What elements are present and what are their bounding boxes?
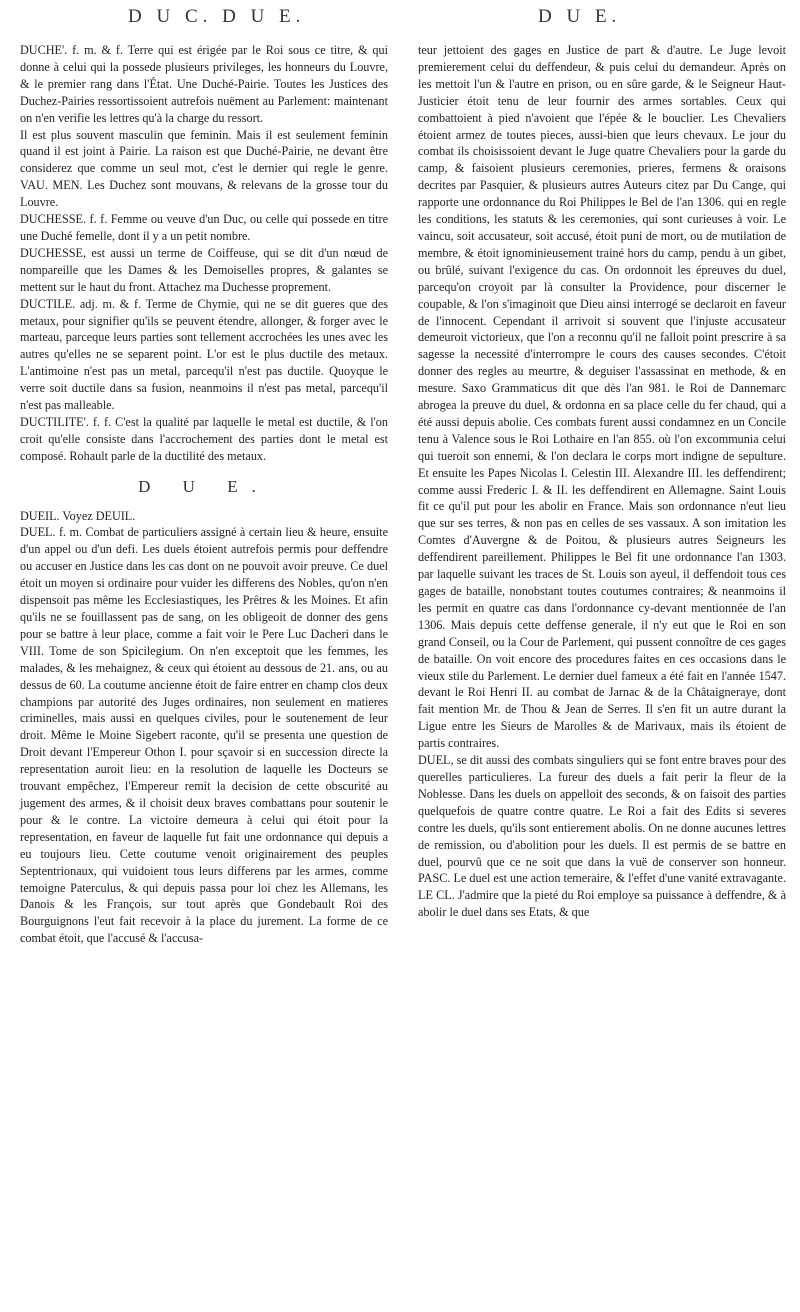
- entry-duel-continued: teur jettoient des gages en Justice de part & d'autre. Le Juge levoit premierement celui du deffendeur, & puis celui du demandeur. Après on les mettoit l'un & l'autre en prison, ou en sûre garde, & le Seigneur Haut-Justicier étoit tenu de leur fournir des armes sortables. Ceux qui combattoient à pied n'avoient que l'épée & le bouclier. Les Chevaliers étoient armez de toutes pieces, aussi-bien que leurs chevaux. Le jour du combat ils choisissoient devant le Juge quatre Chevaliers pour la garde du camp, & faisoient plusieurs ceremonies, prieres, fermens & oraisons decrites par Pasquier, & plusieurs autres Auteurs citez par Du Cange, qui rapporte une ordonnance du Roi Philippes le Bel de l'an 1306. qui en regle les conditions, les statuts & les ceremonies, qui sont curieuses à voir. Le vaincu, soit accusateur, soit accusé, étoit puni de mort, ou de mutilation de membre, & étoit ignominieusement trainé hors du camp, pendu à un gibet, ou brûlé, suivant l'exigence du cas. On ordonnoit les épreuves du duel, parcequ'on croyoit par là consulter la Providence, pour discerner le coupable, & l'on s'imaginoit que Dieu ainsi interrogé se declaroit en faveur de l'innocent. Cependant il arrivoit si souvent que l'injuste accusateur demeuroit victorieux, que l'on a reconnu qu'il ne falloit point prescrire à sa sagesse la necessité d'interrompre le cours des causes secondes. C'étoit donner des regles au meurtre, & deguiser l'assassinat en methode, & en mesure. Saxo Grammaticus dit que dès l'an 981. le Roi de Dannemarc abrogea la preuve du duel, & ordonna en sa place celle du fer chaud, qui a été aussi depuis abolie. Ces combats furent aussi condamnez en un Concile tenu à Valence sous le Roi Lothaire en l'an 855. où l'on excommunia celui qui tueroit son ennemi, & l'on declara le corps mort indigne de sepulture. Et ensuite les Papes Nicolas I. Celestin III. Alexandre III. les deffendirent; comme aussi Frederic I. & II. les deffendirent en Allemagne. Saint Louis fit ce qu'il put pour les abolir en France. Mais son ordonnance n'eut lieu que sur ses terres, & non pas en celles de ses vassaux. A son imitation les Comtes d'Auvergne & de Poitou, & plusieurs autres Seigneurs les deffendirent pareillement. Philippes le Bel fit une ordonnance l'an 1303. par laquelle suivant les traces de St. Louis son ayeul, il deffendoit tous ces gages de bataille, nonobstant toutes coutumes contraires; & neanmoins il les permit en quatre cas dans l'ordonnance cy-devant mentionnée de l'an 1306. Mais depuis cette deffense generale, il n'y eut que le Roi en son grand Conseil, ou la Cour de Parlement, qui pussent connoître de ces gages de bataille. On voit encore des procedures faites en ces occasions dans le vieux stile du Parlement. Le dernier duel fameux a été fait en l'année 1547. devant le Roi Henri II. au combat de Jarnac & de la Châtaigneraye, dont fait mention Mr. de Thou & Jean de Serres. Il s'en fit un autre durant la Ligue entre les Sieurs de Marolles & de Marivaux, mais ils étoient de partis contraires.: [418, 43, 786, 751]
- entry-ductilite: DUCTILITE'. f. f. C'est la qualité par laquelle le metal est ductile, & l'on croit qu'elle consiste dans l'accrochement des parties dont le metal est composé. Rohault parle de la ductilité des metaux.: [20, 414, 388, 463]
- section-heading: D U E.: [138, 476, 270, 496]
- entry-duchesse: DUCHESSE. f. f. Femme ou veuve d'un Duc, ou celle qui possede en titre une Duché femelle, dont il y a un petit nombre.: [20, 212, 388, 243]
- entry-duchesse-coiffure: DUCHESSE, est aussi un terme de Coiffeuse, qui se dit d'un nœud de nompareille que les Dames & les Demoiselles propres, & galantes se mettent sur le haut du front. Attachez ma Duchesse proprement.: [20, 245, 388, 294]
- entry-duche: DUCHE'. f. m. & f. Terre qui est érigée par le Roi sous ce titre, & qui donne à celui qui la possede plusieurs privileges, les honneurs du Louvre, & le premier rang dans l'État. Une Duché-Pairie. Toutes les Justices des Duchez-Pairies ressortissoient autrefois nuëment au Parlement: maintenant on n'en verifie les lettres qu'à la charge du ressort.: [20, 43, 388, 125]
- left-column: [20, 42, 388, 947]
- right-column: [418, 42, 786, 921]
- running-head-left: D U C. D U E.: [128, 6, 306, 27]
- entry-duel-combats: DUEL, se dit aussi des combats singuliers qui se font entre braves pour des querelles particulieres. La fureur des duels a fait perir la fleur de la Noblesse. Dans les duels on appelloit des seconds, & on faisoit des parties quelquefois de quatre contre quatre. Le Roi a fait des Edits si severes contre les duels, qu'ils sont entierement abolis. On ne donne aucunes lettres de remission, ou d'abolition pour les duels. Il est permis de se battre en duel, pourvû que ce ne soit que dans la vuë de conserver son honneur. PASC. Le duel est une action temeraire, & l'effet d'une vanité extravagante. LE CL. J'admire que la pieté du Roi employe sa puissance à deffendre, & à abolir le duel dans ses Etats, & que: [418, 753, 786, 920]
- entry-duel: DUEL. f. m. Combat de particuliers assigné à certain lieu & heure, ensuite d'un appel ou d'un defi. Les duels étoient autrefois permis pour deffendre ou accuser en Justice dans les cas dont on ne pouvoit avoir preuve. Ce duel étoit un moyen si ordinaire pour vuider les differens des Nobles, qu'on n'en dispensoit pas même les Ecclesiastiques, les Prêtres & les Moines. Et afin qu'ils ne se fouillassent pas de sang, on les obligeoit de donner des gens pour se battre à leur place, comme a fait voir le Pere Luc Dacheri dans le VIII. Tome de son Spicilegium. On n'en exceptoit que les femmes, les malades, & les mehaignez, & ceux qui étoient au dessous de 21. ans, ou au dessus de 60. La coutume ancienne étoit de faire entrer en champ clos deux champions par autorité des Juges ordinaires, non seulement en matieres criminelles, mais aussi en quelques civiles, pour le soutenement de leur droit. Même le Moine Sigebert raconte, qu'il se presenta une question de Droit devant l'Empereur Othon I. pour sçavoir si en succession directe la representation auroit lieu: en la resolution de laquelle les Docteurs se trouvant empêchez, l'Empereur remit la decision de cette obscurité au jugement des armes, & il choisit deux braves combattans pour soutenir le pour & le contre. La victoire demeura à celui qui étoit pour la representation, en faveur de laquelle fut fait une ordonnance qui depuis a eu toujours lieu. Cette coutume venoit originairement des peuples Septentrionaux, qui vuidoient tous leurs differens par les armes, comme temoigne Paterculus, & qui depuis passa pour loi chez les Allemans, les Danois & les François, sur tout après que Gondebault Roi des Bourguignons l'eut fait recevoir à la place du jurement. La forme de ce combat étoit, que l'accusé & l'accusa-: [20, 525, 388, 946]
- entry-ductile: DUCTILE. adj. m. & f. Terme de Chymie, qui ne se dit gueres que des metaux, pour signifier qu'ils se peuvent étendre, allonger, & forger avec le marteau, parceque leurs parties sont tellement accrochées les unes avec les autres qu'elles ne se separent point. L'or est le plus ductile des metaux. L'antimoine n'est pas un metal, parcequ'il n'est pas ductile. Quoyque le verre soit ductile dans sa fusion, neanmoins il n'est pas metal, parcequ'il n'est pas malleable.: [20, 296, 388, 413]
- running-head-right: D U E.: [538, 6, 622, 27]
- entry-duche-genre: Il est plus souvent masculin que feminin. Mais il est seulement feminin quand il est joint à Pairie. La raison est que Duché-Pairie, ne devant être considerez que comme un seul mot, c'est le dernier qui regle le genre. VAU. MEN. Les Duchez sont mouvans, & relevans de la grosse tour du Louvre.: [20, 127, 388, 210]
- entry-dueil: DUEIL. Voyez DEUIL.: [20, 508, 136, 523]
